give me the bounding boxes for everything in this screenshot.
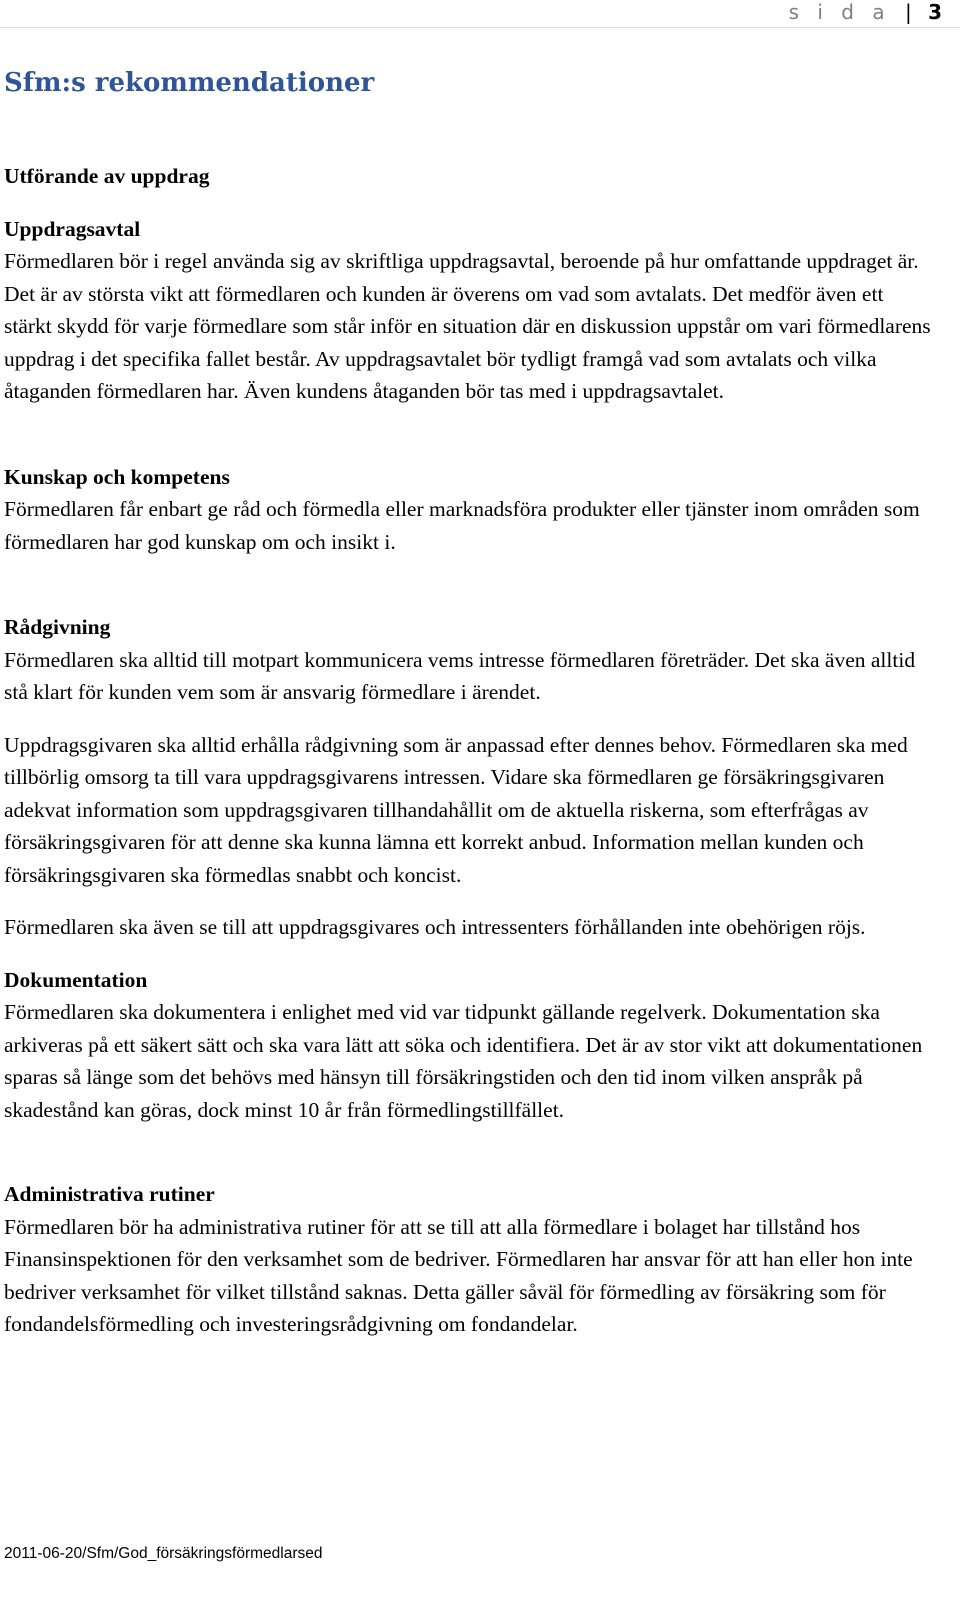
section-heading-dokumentation: Dokumentation	[4, 967, 148, 992]
page-title: Sfm:s rekommendationer	[4, 68, 375, 98]
page-separator: |	[904, 0, 912, 24]
section-text-radgivning-3: Förmedlaren ska även se till att uppdragsgivares och intressenters förhållanden inte obehörigen röjs.	[4, 915, 866, 939]
footer-reference: 2011-06-20/Sfm/God_försäkringsförmedlarsed	[4, 1545, 323, 1562]
header-divider	[0, 27, 960, 28]
section-heading-radgivning: Rådgivning	[4, 615, 111, 639]
page-label: s i d a	[788, 0, 891, 24]
section-heading-kunskap: Kunskap och kompetens	[4, 464, 230, 489]
section-text-dokumentation: Förmedlaren ska dokumentera i enlighet med vid var tidpunkt gällande regelverk. Dokumentation ska arkiveras på ett säkert sätt och ska vara lätt att söka och identifiera. Det är av stor vikt att dokumentationen sparas så länge som det behövs med hänsyn till försäkringstiden och den tid inom vilken anspråk på skadestånd kan göras, dock minst 10 år från förmedlingstillfället.	[4, 1000, 923, 1122]
section-text-uppdragsavtal: Förmedlaren bör i regel använda sig av skriftliga uppdragsavtal, beroende på hur omfattande uppdraget är. Det är av största vikt att förmedlaren och kunden är överens om vad som avtalats. Det medför även ett stärkt skydd för varje förmedlare som står inför en situation där en diskussion uppstår om vari förmedlarens uppdrag i det specifika fallet består. Av uppdragsavtalet bör tydligt framgå vad som avtalats och vilka åtaganden förmedlaren har. Även kundens åtaganden bör tas med i uppdragsavtalet.	[4, 249, 931, 403]
page-number-header	[789, 0, 942, 24]
section-text-radgivning-1: Förmedlaren ska alltid till motpart kommunicera vems intresse förmedlaren företräder. Det ska även alltid stå klart för kunden vem som är ansvarig förmedlare i ärendet.	[4, 647, 916, 704]
page-number: 3	[928, 0, 942, 24]
section-text-administrativa: Förmedlaren bör ha administrativa rutiner för att se till att alla förmedlare i bolaget har tillstånd hos Finansinspektionen för den verksamhet som de bedriver. Förmedlaren har ansvar för att han eller hon inte bedriver verksamhet för vilket tillstånd saknas. Detta gäller såväl för förmedling av försäkring som för fondandelsförmedling och investeringsrådgivning om fondandelar.	[4, 1214, 913, 1336]
section-text-kunskap: Förmedlaren får enbart ge råd och förmedla eller marknadsföra produkter eller tjänster inom områden som förmedlaren har god kunskap om och insikt i.	[4, 497, 920, 554]
section-heading-utforande: Utförande av uppdrag	[4, 164, 210, 188]
document-body	[4, 160, 932, 1341]
section-heading-uppdragsavtal: Uppdragsavtal	[4, 216, 141, 241]
section-text-radgivning-2: Uppdragsgivaren ska alltid erhålla rådgivning som är anpassad efter dennes behov. Förmedlaren ska med tillbörlig omsorg ta till vara uppdragsgivarens intressen. Vidare ska förmedlaren ge försäkringsgivaren adekvat information som uppdragsgivaren tillhandahållit om de aktuella riskerna, som efterfrågas av försäkringsgivaren för att denne ska kunna lämna ett korrekt anbud. Information mellan kunden och försäkringsgivaren ska förmedlas snabbt och koncist.	[4, 732, 908, 887]
section-heading-administrativa: Administrativa rutiner	[4, 1182, 215, 1206]
